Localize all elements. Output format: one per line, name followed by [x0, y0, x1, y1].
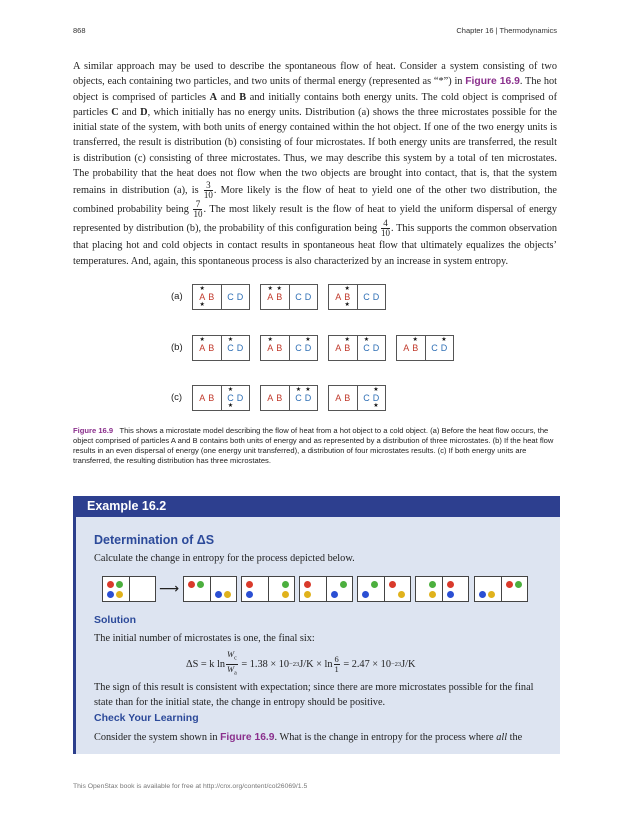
- w-ratio: $\frac{W_c}{W_a}$: [227, 648, 237, 677]
- particle-d: D: [236, 343, 244, 353]
- hot-object: [329, 285, 357, 309]
- blue-particle: [246, 591, 253, 598]
- particle-b: B: [208, 393, 215, 403]
- blue-particle: [479, 591, 486, 598]
- object-half: [129, 577, 156, 601]
- final-state-box: [183, 576, 237, 602]
- energy-unit-star: ★: [227, 337, 234, 343]
- particle-a: A: [267, 393, 274, 403]
- particle-c: C: [295, 343, 302, 353]
- particle-c: C ★ ★: [227, 387, 234, 409]
- object-half: [326, 577, 353, 601]
- check-learning-heading: Check Your Learning: [94, 712, 199, 724]
- energy-unit-star: ★: [441, 337, 447, 343]
- cold-object: [221, 336, 250, 360]
- particle-a: A: [335, 343, 342, 353]
- ln-ratio: $\frac{6}{1}$: [334, 653, 339, 674]
- green-particle: [371, 581, 378, 588]
- object-half: [475, 577, 501, 601]
- object-half: [268, 577, 295, 601]
- object-half: [184, 577, 210, 601]
- particle-c: C: [227, 292, 234, 302]
- particle-b: B: [276, 343, 283, 353]
- particle-b: B ★: [344, 337, 351, 353]
- hot-object: [261, 285, 289, 309]
- body-paragraph: A similar approach may be used to describe the spontaneous flow of heat. Consider a system consisting of two objects, each containing two particles, and two units of thermal energy (represented as “*”) in Figure 16.9. The hot object is comprised of particles A and B and initially contains both energy units. The cold object is comprised of particles C and D, which initially has no energy units. Distribution (a) shows the three microstates possible for the initial state of the system, with both units of energy contained within the hot object. If one of the two energy units is transferred, the result is distribution (b) consisting of four microstates. If both energy units are transferred, the result is distribution (c) consisting of three microstates. Thus, we may describe this system by a total of ten microstates. The probability that the heat does not flow when the two objects are brought into contact, that is, that the system remains in distribution (a), is $\frac{3}{10}$ . More likely is the flow of heat to yield one of the other two distribution, the combined probability being $\frac{7}{10}$ . The most likely result is the flow of heat to yield the uniform dispersal of energy represented by distribution (b), the probability of this configuration being $\frac{4}{10}$ . This supports the common observation that placing hot and cold objects in contact results in spontaneous heat flow that ultimately equalizes the objects’ temperatures. And, again, this spontaneous process is also characterized by an increase in system entropy.: [73, 61, 558, 267]
- particle-a: A: [335, 393, 342, 403]
- microstate-box: [328, 335, 386, 361]
- hot-object: [329, 336, 357, 360]
- particle-d: D: [236, 393, 244, 403]
- example-heading: Determination of ΔS: [94, 533, 215, 547]
- particle-d: D: [372, 292, 380, 302]
- solution-text: The initial number of microstates is one, the final six:: [94, 633, 315, 644]
- object-half: [442, 577, 469, 601]
- example-title: Example 16.2: [87, 499, 167, 513]
- chapter-header: Chapter 16 | Thermodynamics: [456, 26, 557, 35]
- particle-c: C: [363, 393, 370, 403]
- distribution-label: (c): [171, 392, 183, 403]
- cold-object: [357, 285, 386, 309]
- microstate-box: [192, 385, 250, 411]
- object-half: [358, 577, 384, 601]
- energy-unit-star: ★: [412, 337, 418, 343]
- microstate-box: [192, 335, 250, 361]
- gold-particle: [282, 591, 289, 598]
- red-particle: [389, 581, 396, 588]
- particle-b: B ★: [412, 337, 419, 353]
- object-half: [103, 577, 129, 601]
- cold-object: [221, 386, 250, 410]
- energy-unit-star: ★: [276, 286, 282, 292]
- particle-c: C: [431, 343, 438, 353]
- microstate-box: [328, 284, 386, 310]
- particle-d: D ★: [304, 387, 312, 403]
- energy-unit-star: ★: [227, 403, 234, 409]
- distribution-label: (a): [171, 291, 183, 302]
- hot-object: [397, 336, 425, 360]
- energy-unit-star: ★: [199, 337, 205, 343]
- final-state-box: [474, 576, 528, 602]
- energy-unit-star: ★: [344, 286, 350, 292]
- solution-heading: Solution: [94, 614, 136, 626]
- gold-particle: [429, 591, 436, 598]
- particle-d: D: [236, 292, 244, 302]
- fraction-7-10: $\frac{7}{10}$: [193, 199, 203, 220]
- energy-unit-star: ★: [305, 337, 311, 343]
- gold-particle: [488, 591, 495, 598]
- green-particle: [197, 581, 204, 588]
- particle-d: D ★: [440, 337, 448, 353]
- particle-d: D: [304, 292, 312, 302]
- particle-c: C ★: [363, 337, 370, 353]
- green-particle: [116, 581, 123, 588]
- microstate-box: [260, 385, 318, 411]
- energy-unit-star: ★: [267, 337, 273, 343]
- energy-unit-star: ★: [344, 337, 350, 343]
- hot-object: [261, 386, 289, 410]
- figure-caption: Figure 16.9 This shows a microstate model describing the flow of heat from a hot object to a cold object. (a) Before the heat flow occurs, the object comprised of particles A and B contains both units of energy and as represented by a distribution of three microstates. (b) If the heat flow results in an even dispersal of energy (one energy unit transferred), a distribution of four microstates results. (c) If both energy units are transferred, the resulting distribution has three microstates.: [73, 426, 554, 465]
- fraction-3-10: $\frac{3}{10}$: [203, 180, 213, 201]
- particle-b: B ★: [276, 286, 283, 302]
- green-particle: [282, 581, 289, 588]
- check-learning-text: Consider the system shown in Figure 16.9. What is the change in entropy for the process where all the: [94, 732, 523, 743]
- final-state-box: [299, 576, 353, 602]
- gold-particle: [116, 591, 123, 598]
- example-intro: Calculate the change in entropy for the process depicted below.: [94, 553, 355, 564]
- hot-object: [193, 386, 221, 410]
- particle-b: B: [208, 343, 215, 353]
- distribution-label: (b): [171, 342, 183, 353]
- red-particle: [107, 581, 114, 588]
- energy-unit-star: ★: [267, 286, 273, 292]
- particle-a: A ★: [267, 337, 274, 353]
- energy-unit-star: ★: [199, 286, 205, 292]
- particle-a: A: [403, 343, 410, 353]
- particle-b: B: [276, 393, 283, 403]
- process-arrow-icon: ⟶: [159, 580, 180, 596]
- energy-unit-star: ★: [295, 387, 302, 393]
- object-half: [384, 577, 411, 601]
- footer-text: This OpenStax book is available for free at http://cnx.org/content/col26069/1.5: [73, 783, 308, 790]
- cold-object: [289, 386, 318, 410]
- particle-c: C: [363, 292, 370, 302]
- particle-a: A: [335, 292, 342, 302]
- solution-conclusion: The sign of this result is consistent with expectation; since there are more microstates possible for the final state than for the initial state, the change in entropy should be positive.: [94, 682, 534, 708]
- initial-state-box: [102, 576, 156, 602]
- particle-a: A ★ ★: [199, 286, 206, 308]
- energy-unit-star: ★: [227, 387, 234, 393]
- final-state-box: [415, 576, 469, 602]
- particle-b: B: [208, 292, 215, 302]
- red-particle: [304, 581, 311, 588]
- hot-object: [193, 285, 221, 309]
- object-half: [210, 577, 237, 601]
- object-half: [242, 577, 268, 601]
- blue-particle: [362, 591, 369, 598]
- particle-c: C ★: [227, 337, 234, 353]
- microstate-box: [192, 284, 250, 310]
- particle-b: B ★ ★: [344, 286, 351, 308]
- blue-particle: [331, 591, 338, 598]
- blue-particle: [215, 591, 222, 598]
- blue-particle: [107, 591, 114, 598]
- gold-particle: [304, 591, 311, 598]
- example-header: [73, 496, 560, 517]
- energy-unit-star: ★: [373, 387, 379, 393]
- particle-a: A ★: [199, 337, 206, 353]
- hot-object: [329, 386, 357, 410]
- green-particle: [429, 581, 436, 588]
- particle-b: B: [344, 393, 351, 403]
- energy-unit-star: ★: [373, 403, 379, 409]
- final-state-box: [357, 576, 411, 602]
- particle-a: A ★: [267, 286, 274, 302]
- cold-object: [357, 336, 386, 360]
- object-half: [501, 577, 528, 601]
- particle-c: C: [295, 292, 302, 302]
- entropy-equation: ΔS = k ln $\frac{W_c}{W_a}$ = 1.38 × 10 −23 J/K × ln $\frac{6}{1}$ = 2.47 × 10 −23 J/K: [186, 648, 416, 677]
- gold-particle: [224, 591, 231, 598]
- red-particle: [188, 581, 195, 588]
- red-particle: [506, 581, 513, 588]
- cold-object: [425, 336, 454, 360]
- particle-d: D ★ ★: [372, 387, 380, 409]
- object-half: [300, 577, 326, 601]
- cold-object: [289, 336, 318, 360]
- particle-a: A: [199, 393, 206, 403]
- energy-unit-star: ★: [363, 337, 370, 343]
- cold-object: [357, 386, 386, 410]
- fraction-4-10: $\frac{4}{10}$: [380, 218, 390, 239]
- particle-d: D: [372, 343, 380, 353]
- particle-d: D ★: [304, 337, 312, 353]
- gold-particle: [398, 591, 405, 598]
- microstate-box: [396, 335, 454, 361]
- figure-link-check[interactable]: Figure 16.9: [220, 732, 275, 743]
- hot-object: [261, 336, 289, 360]
- object-half: [416, 577, 442, 601]
- particle-c: C ★: [295, 387, 302, 403]
- microstate-box: [328, 385, 386, 411]
- cold-object: [289, 285, 318, 309]
- green-particle: [340, 581, 347, 588]
- red-particle: [246, 581, 253, 588]
- energy-unit-star: ★: [344, 302, 350, 308]
- figure-caption-label: Figure 16.9: [73, 426, 114, 435]
- final-state-box: [241, 576, 295, 602]
- blue-particle: [447, 591, 454, 598]
- page-number: 868: [73, 26, 86, 35]
- microstate-box: [260, 335, 318, 361]
- cold-object: [221, 285, 250, 309]
- hot-object: [193, 336, 221, 360]
- energy-unit-star: ★: [305, 387, 311, 393]
- microstate-box: [260, 284, 318, 310]
- energy-unit-star: ★: [199, 302, 205, 308]
- figure-link[interactable]: Figure 16.9: [465, 76, 520, 88]
- green-particle: [515, 581, 522, 588]
- red-particle: [447, 581, 454, 588]
